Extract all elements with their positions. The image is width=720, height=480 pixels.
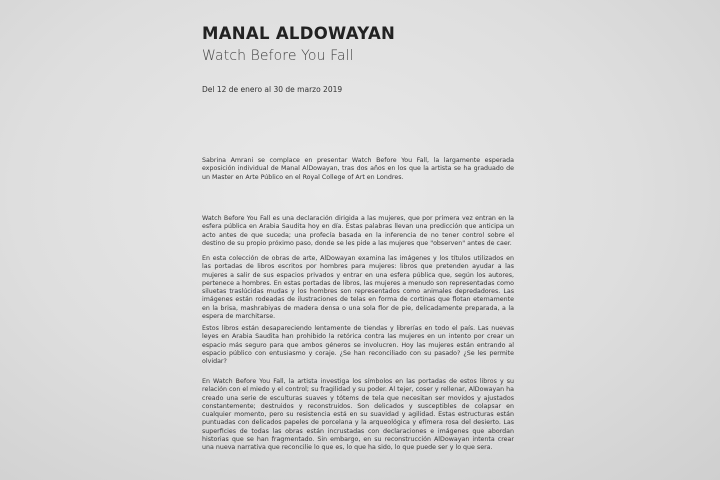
exhibition-title: Watch Before You Fall	[202, 48, 354, 64]
wall-text-panel	[202, 24, 514, 451]
paragraph-intro: Sabrina Amrani se complace en presentar Watch Before You Fall, la largamente esperada exposición individual de Manal AlDowayan, tras dos años en los que la artista se ha graduado de un Master en Arte Público en el Royal College of Art en Londres.	[202, 157, 514, 181]
paragraph-book-covers: En esta colección de obras de arte, AlDowayan examina las imágenes y los títulos utilizados en las portadas de libros escritos por hombres para mujeres: libros que pretenden ayudar a las mujeres a salir de sus espacios privados y entrar en una esfera pública que, según los autores, pertenece a hombres. En estas portadas de libros, las mujeres a menudo son representadas como siluetas traslúcidas mudas y los hombres son representados como animales depredadores. Las imágenes están rodeadas de ilustraciones de telas en forma de cortinas que flotan eternamente en la brisa, mashrabiyas de madera densa o una sola flor de pie, delicadamente preparada, a la espera de marchitarse.	[202, 255, 514, 320]
exhibition-dates: Del 12 de enero al 30 de marzo 2019	[202, 85, 343, 94]
paragraph-statement: Watch Before You Fall es una declaración dirigida a las mujeres, que por primera vez entran en la esfera pública en Arabia Saudita hoy en día. Estas palabras llevan una predicción que anticipa un acto antes de que suceda; una profecía basada en la inferencia de no tener control sobre el destino de su propio próximo paso, donde se les pide a las mujeres que "observen" antes de caer.	[202, 215, 514, 247]
paragraph-sculptures: En Watch Before You Fall, la artista investiga los símbolos en las portadas de estos libros y su relación con el miedo y el control; su fragilidad y su poder. Al tejer, coser y rellenar, AlDowayan ha creado una serie de esculturas suaves y tótems de tela que necesitan ser movidos y ajustados constantemente; destruidos y reconstruidos. Son delicados y susceptibles de colapsar en cualquier momento, pero su resistencia está en su suavidad y agilidad. Estas estructuras están puntuadas con delicados papeles de porcelana y la arqueológica y efímera rosa del desierto. Las superficies de todas las obras están incrustadas con declaraciones e imágenes que abordan historias que se han fragmentado. Sin embargo, en su reconstrucción AlDowayan intenta crear una nueva narrativa que reconcilie lo que es, lo que ha sido, lo que puede ser y lo que sera.	[202, 378, 514, 451]
artist-name: MANAL ALDOWAYAN	[202, 24, 396, 43]
paragraph-disappearing-books: Estos libros están desapareciendo lentamente de tiendas y librerías en todo el país. Las nuevas leyes en Arabia Saudita han prohibido la retórica contra las mujeres en un intento por crear un espacio más seguro para que ambos géneros se involucren. Hoy las mujeres están entrando al espacio público con entusiasmo y coraje. ¿Se han reconciliado con su pasado? ¿Se les permite olvidar?	[202, 325, 514, 365]
